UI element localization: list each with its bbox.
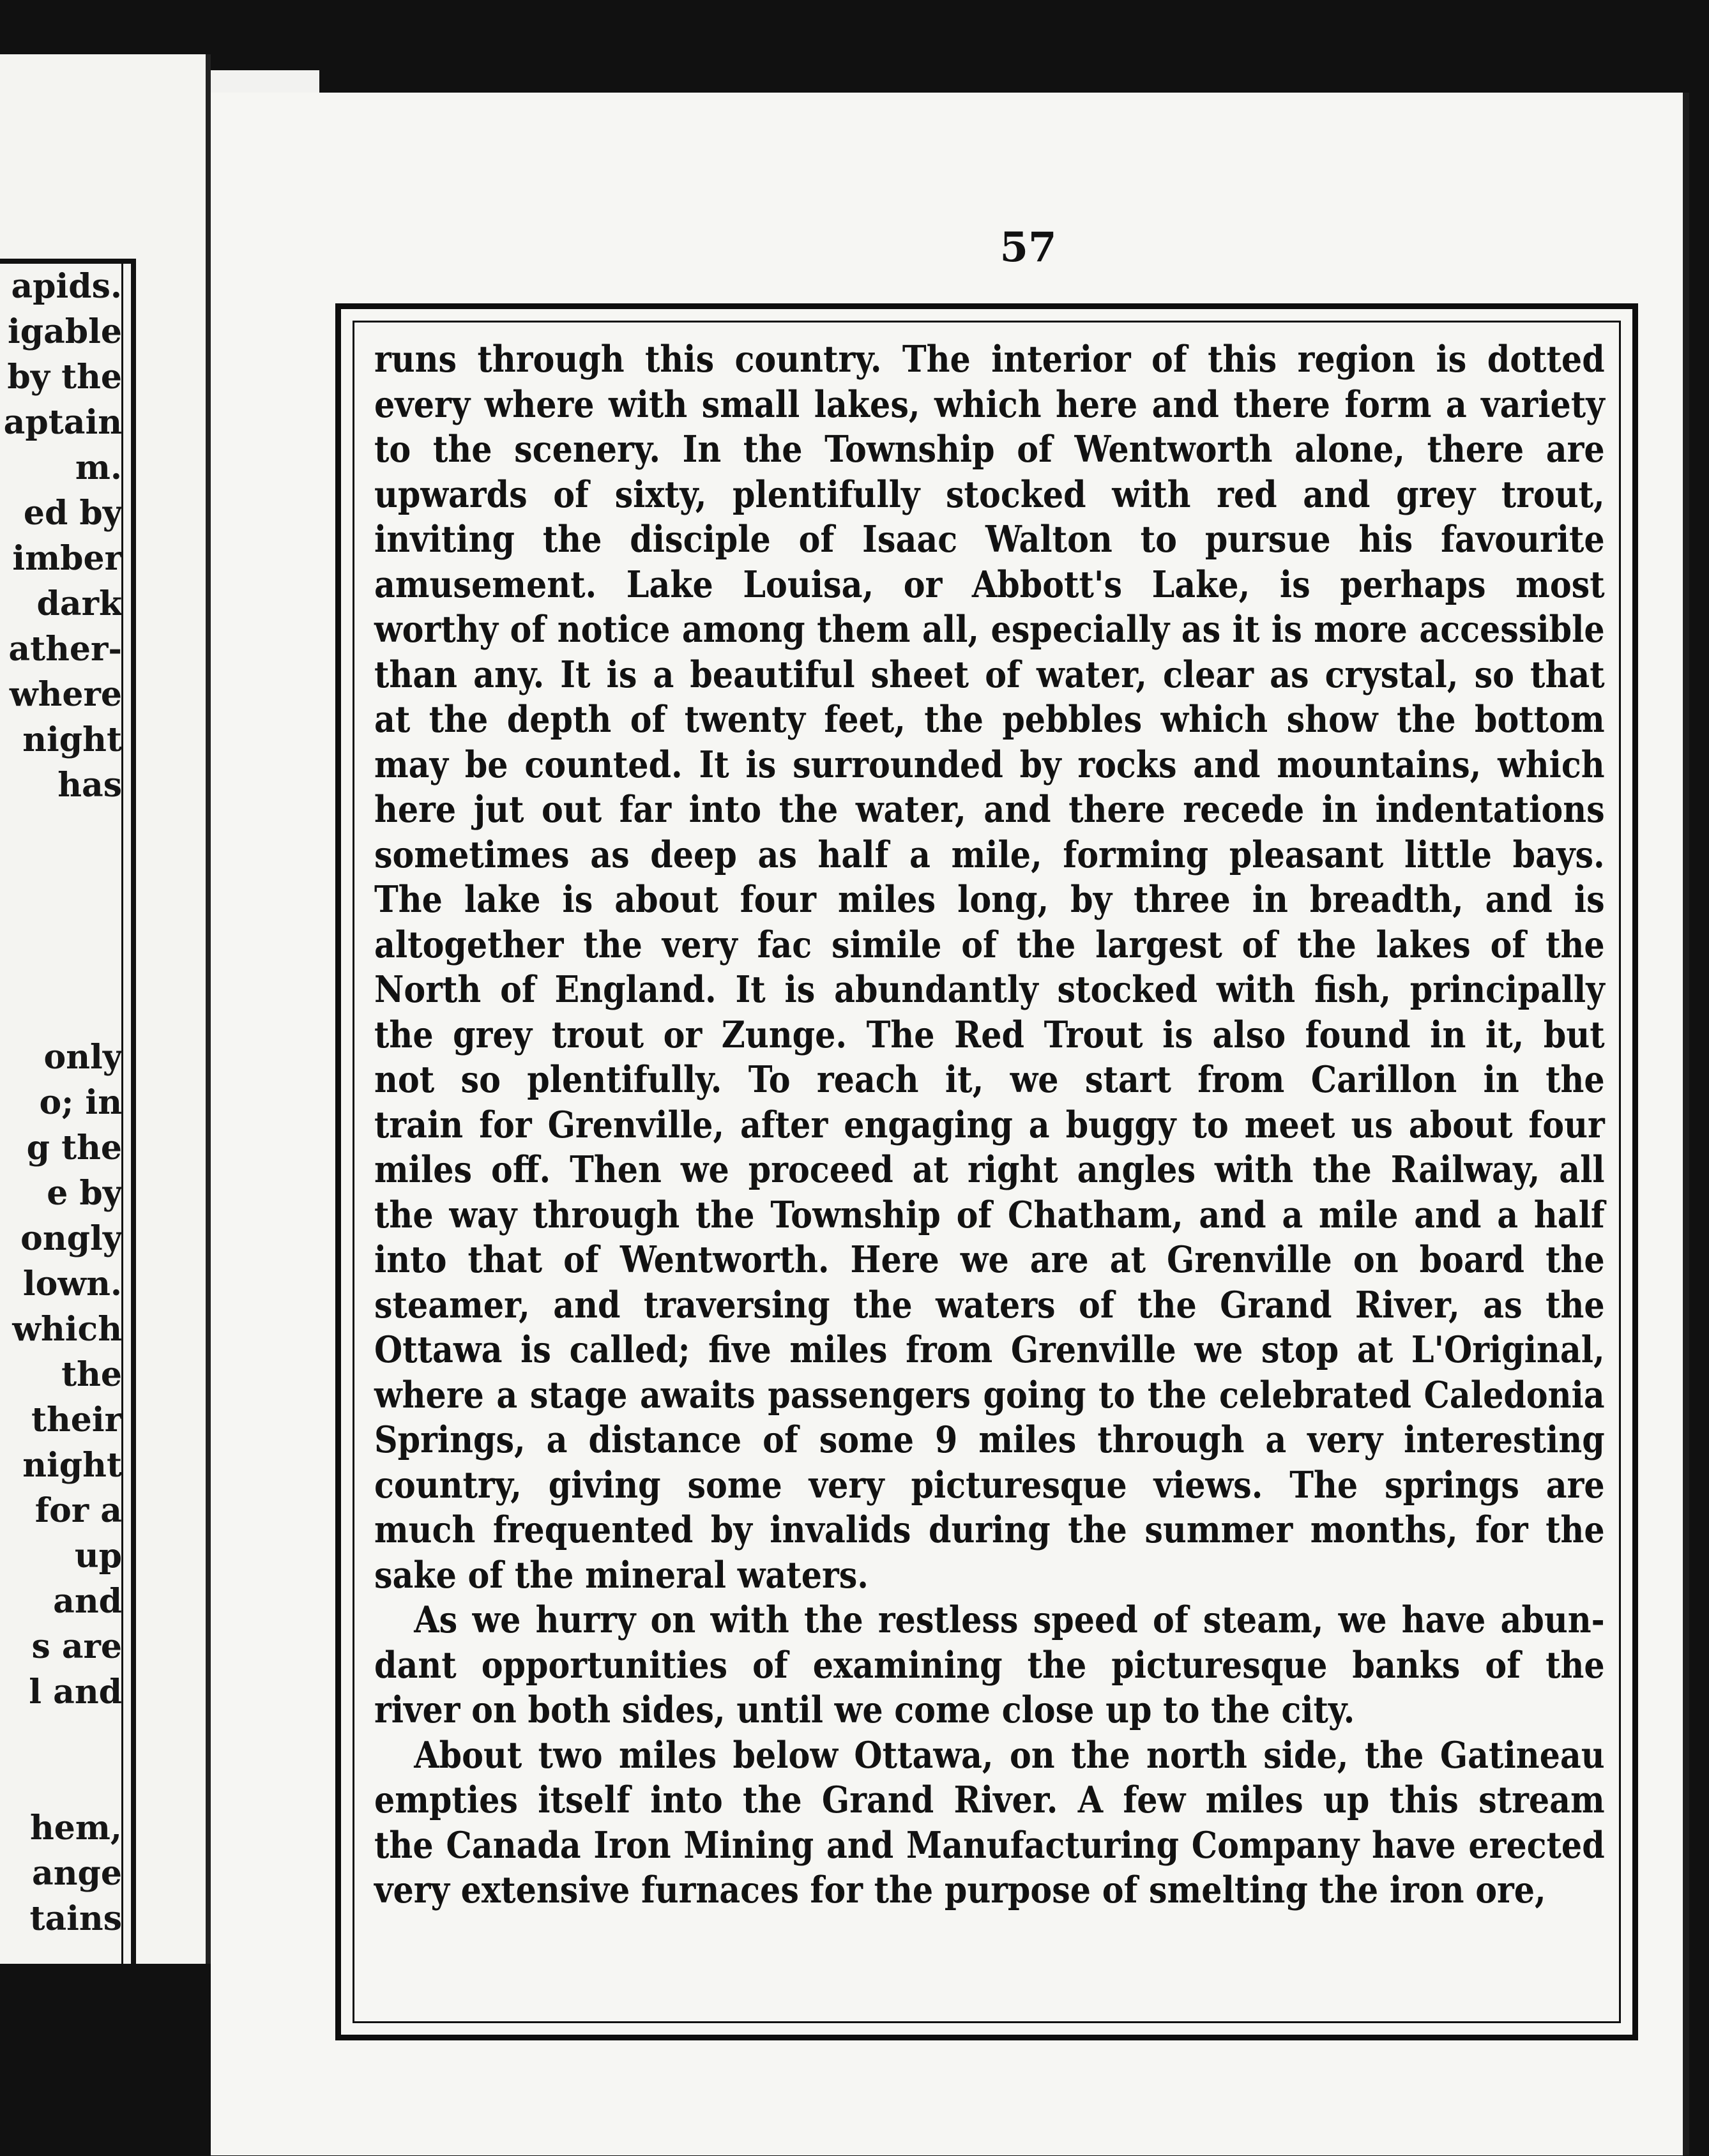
text-line: every where with small lakes, which here and there form a variety <box>374 383 1605 426</box>
left-page-text <box>0 264 122 1941</box>
book-page <box>211 93 1689 2155</box>
text-line: into that of Wentworth. Here we are at Grenville on board the <box>374 1238 1605 1281</box>
left-page-line <box>0 853 122 899</box>
left-page-line: aptain <box>3 403 122 442</box>
left-page-line: apids. <box>11 267 122 306</box>
text-line: About two miles below Ottawa, on the north side, the Gatineau <box>414 1733 1605 1777</box>
left-page-line: night <box>22 720 122 759</box>
left-page <box>0 54 211 1964</box>
text-line: train for Grenville, after engaging a buggy to meet us about four <box>374 1103 1605 1146</box>
left-page-line <box>0 944 122 989</box>
left-page-line: and <box>53 1582 122 1621</box>
page-number: 57 <box>999 224 1057 271</box>
text-line: sometimes as deep as half a mile, forming pleasant little bays. <box>374 833 1605 876</box>
text-line: altogether the very fac simile of the largest of the lakes of the <box>374 923 1605 966</box>
text-line: where a stage awaits passengers going to the celebrated Caledonia <box>374 1373 1605 1416</box>
text-line: the way through the Township of Chatham, and a mile and a half <box>374 1193 1605 1236</box>
left-page-line: ather- <box>8 630 122 669</box>
left-page-line: only <box>43 1038 122 1077</box>
left-page-line: ange <box>32 1854 122 1893</box>
text-line: the grey trout or Zunge. The Red Trout is also found in it, but <box>374 1013 1605 1056</box>
left-page-line: where <box>9 675 122 714</box>
left-page-line: e by <box>47 1174 122 1213</box>
left-page-line: the <box>61 1355 122 1394</box>
text-line: The lake is about four miles long, by three in breadth, and is <box>374 878 1605 921</box>
left-page-line: their <box>31 1401 122 1439</box>
text-frame <box>335 303 1638 2040</box>
text-line: North of England. It is abundantly stocked with fish, principally <box>374 968 1605 1011</box>
text-line: country, giving some very picturesque views. The springs are <box>374 1463 1605 1507</box>
left-page-line: hem, <box>29 1809 122 1848</box>
page-body-text <box>374 337 1604 1913</box>
text-line: river on both sides, until we come close up to the city. <box>374 1689 1355 1731</box>
text-line: Ottawa is called; five miles from Grenville we stop at L'Original, <box>374 1328 1605 1371</box>
text-line: very extensive furnaces for the purpose of smelting the iron ore, <box>374 1869 1546 1911</box>
text-line: may be counted. It is surrounded by rocks and mountains, which <box>374 743 1605 786</box>
text-line: inviting the disciple of Isaac Walton to pursue his favourite <box>374 518 1605 561</box>
left-page-line: tains <box>29 1899 122 1938</box>
text-line: miles off. Then we proceed at right angles with the Railway, all <box>374 1148 1605 1191</box>
left-page-frame <box>0 259 136 1964</box>
left-page-line: up <box>74 1537 122 1575</box>
left-page-line <box>0 899 122 944</box>
text-line: As we hurry on with the restless speed of steam, we have abun- <box>414 1598 1605 1641</box>
left-page-line <box>0 1715 122 1760</box>
left-page-line: lown. <box>22 1264 122 1303</box>
text-line: amusement. Lake Louisa, or Abbott's Lake, is perhaps most <box>374 563 1605 606</box>
text-line: to the scenery. In the Township of Wentworth alone, there are <box>374 428 1605 471</box>
text-line: than any. It is a beautiful sheet of water, clear as crystal, so that <box>374 653 1605 696</box>
left-page-line: by the <box>7 358 122 397</box>
left-page-line: s are <box>31 1627 122 1666</box>
left-page-line: for a <box>34 1491 122 1530</box>
left-page-line <box>0 808 122 853</box>
text-line: sake of the mineral waters. <box>374 1553 869 1597</box>
left-page-line: m. <box>75 448 122 487</box>
text-line: here jut out far into the water, and there recede in indentations <box>374 788 1605 831</box>
left-page-line: ed by <box>23 494 122 533</box>
left-page-line: dark <box>36 584 122 623</box>
left-page-line: o; in <box>39 1083 122 1122</box>
left-page-line <box>0 1760 122 1805</box>
left-page-line: l and <box>29 1673 122 1712</box>
left-page-line: igable <box>7 312 122 351</box>
left-page-line: has <box>57 766 122 805</box>
text-line: dant opportunities of examining the picturesque banks of the <box>374 1643 1605 1687</box>
left-page-line: imber <box>12 539 122 578</box>
text-line: runs through this country. The interior of this region is dotted <box>374 338 1605 381</box>
text-line: much frequented by invalids during the summer months, for the <box>374 1508 1605 1551</box>
text-line: empties itself into the Grand River. A few miles up this stream <box>374 1779 1605 1821</box>
text-line: at the depth of twenty feet, the pebbles which show the bottom <box>374 698 1605 741</box>
text-line: steamer, and traversing the waters of the Grand River, as the <box>374 1283 1605 1326</box>
text-line: the Canada Iron Mining and Manufacturing Company have erected <box>374 1823 1605 1867</box>
left-page-line: which <box>12 1310 122 1349</box>
left-page-line <box>0 989 122 1035</box>
left-page-line: ongly <box>20 1219 122 1258</box>
text-line: not so plentifully. To reach it, we start from Carillon in the <box>374 1058 1605 1101</box>
text-line: Springs, a distance of some 9 miles through a very interesting <box>374 1418 1605 1461</box>
text-line: upwards of sixty, plentifully stocked with red and grey trout, <box>374 473 1605 516</box>
left-page-line: g the <box>26 1128 122 1167</box>
left-page-line: night <box>22 1446 122 1485</box>
text-line: worthy of notice among them all, especially as it is more accessible <box>374 608 1605 651</box>
